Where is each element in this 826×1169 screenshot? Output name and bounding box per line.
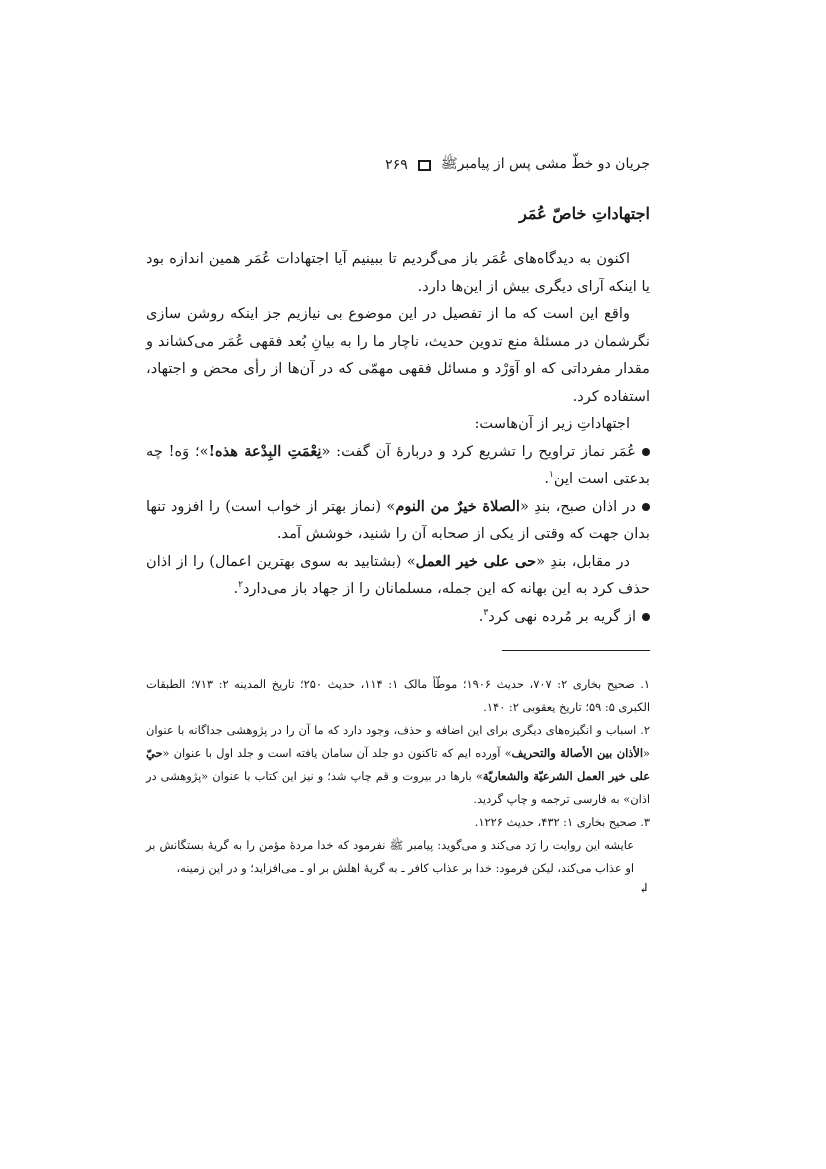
paragraph: واقع این است که ما از تفصیل در این موضوع بی نیازیم جز اینکه روشن سازی نگرشمان در مسئلهٔ منع تدوین حدیث، ناچار ما را به بیانِ بُعد فقهی عُمَر می‌کشاند و مقدار مفرداتی که او آوَرْد و مسائل فقهی مهمّی که در آن‌ها از رأی محض و اجتهاد، استفاده کرد. bbox=[146, 305, 650, 405]
period: . bbox=[233, 580, 239, 597]
bold-title: حيّ على خير العمل الشرعيّة والشعاريّة bbox=[146, 746, 650, 783]
running-head bbox=[146, 150, 650, 180]
footnote-text: » آورده ایم که تاکنون دو جلد آن سامان یافته است و جلد اول با عنوان « bbox=[162, 746, 512, 760]
bold-quote: الصلاة خيرٌ من النوم bbox=[395, 497, 520, 515]
body-text bbox=[146, 245, 650, 630]
period: . bbox=[544, 470, 550, 487]
footnote: ۱. صحیح بخاری ۲: ۷۰۷، حدیث ۱۹۰۶؛ موطّأ مالک ۱: ۱۱۴، حدیث ۲۵۰؛ تاریخ المدینه ۲: ۷۱۳؛ الطبقات الکبری ۵: ۵۹؛ تاریخ یعقوبی ۲: ۱۴۰. bbox=[146, 677, 651, 714]
running-title: جریان دو خطّ مشی پس از پیامبرﷺ bbox=[440, 156, 650, 172]
square-ornament-icon bbox=[418, 160, 431, 171]
paragraph: اکنون به دیدگاه‌های عُمَر باز می‌گردیم تا ببینیم آیا اجتهادات عُمَر همین اندازه بود یا اینکه آرای دیگری بیش از این‌ها دارد. bbox=[146, 250, 650, 295]
footnote-continuation: عایشه این روایت را رَد می‌کند و می‌گوید: پیامبر ﷺ نفرمود که خدا مردهٔ مؤمن را به گریهٔ بستگانش بر او عذاب می‌کند، لیکن فرمود: خدا بر عذاب کافر ـ به گریهٔ اهلش بر او ـ می‌افزاید؛ و در این زمینه، bbox=[146, 838, 634, 875]
bullet-text: » (نماز بهتر از خواب است) را افزود تنها بدان جهت که وقتی از یکی از صحابه آن را شنید، خوشش آمد. bbox=[146, 497, 650, 542]
period: . bbox=[478, 607, 484, 625]
page-number: ۲۶۹ bbox=[385, 157, 408, 173]
book-page bbox=[146, 150, 650, 1050]
footnote-ref[interactable]: ۱ bbox=[549, 470, 554, 481]
continuation-arrow-icon: ↲ bbox=[638, 881, 650, 897]
bullet-icon bbox=[642, 448, 650, 456]
bold-quote: نِعْمَتِ البِدْعة هذه! bbox=[208, 442, 322, 460]
footnote-ref[interactable]: ۲ bbox=[238, 580, 244, 591]
bullet-item bbox=[146, 493, 650, 548]
bold-title: الأذان بين الأصالة والتحريف bbox=[511, 746, 644, 760]
bullet-icon bbox=[642, 613, 650, 621]
footnote-ref[interactable]: ۳ bbox=[483, 607, 489, 618]
footnote-separator bbox=[502, 650, 650, 651]
section-title: اجتهاداتِ خاصّ عُمَر bbox=[519, 204, 650, 223]
bold-quote: حی علی خیر العمل bbox=[415, 552, 537, 570]
bullet-text: عُمَر نماز تراویح را تشریع کرد و دربارهٔ آن گفت: « bbox=[321, 442, 636, 460]
bullet-text: در اذان صبح، بندِ « bbox=[519, 497, 636, 515]
paragraph: اجتهاداتِ زیر از آن‌هاست: bbox=[474, 415, 630, 432]
bullet-item bbox=[146, 438, 650, 493]
paragraph-text: در مقابل، بندِ « bbox=[536, 552, 630, 570]
bullet-icon bbox=[642, 503, 650, 511]
bullet-text: »؛ وَه! چه بدعتی است این bbox=[146, 442, 650, 487]
footnote bbox=[146, 719, 650, 811]
footnotes bbox=[146, 673, 650, 898]
bullet-text: از گریه بر مُرده نهی کرد bbox=[488, 607, 636, 625]
paragraph bbox=[146, 548, 650, 603]
footnote-text: » بارها در بیروت و قم چاپ شد؛ و نیز این کتاب با عنوان «پژوهشی در اذان» به فارسی ترجمه و چاپ گردید. bbox=[146, 769, 650, 806]
bullet-item bbox=[146, 603, 650, 631]
footnote: ۳. صحیح بخاری ۱: ۴۳۲، حدیث ۱۲۲۶. bbox=[474, 815, 650, 829]
footnote-text: ۲. اسباب و انگیزه‌های دیگری برای این اضافه و حذف، وجود دارد که ما آن را در پژوهشی جداگانه با عنوان « bbox=[146, 723, 650, 760]
paragraph-text: » (بشتابید به سوی بهترین اعمال) را از اذان حذف کرد به این بهانه که این جمله، مسلمانان را از جهاد باز می‌دارد bbox=[146, 552, 650, 597]
